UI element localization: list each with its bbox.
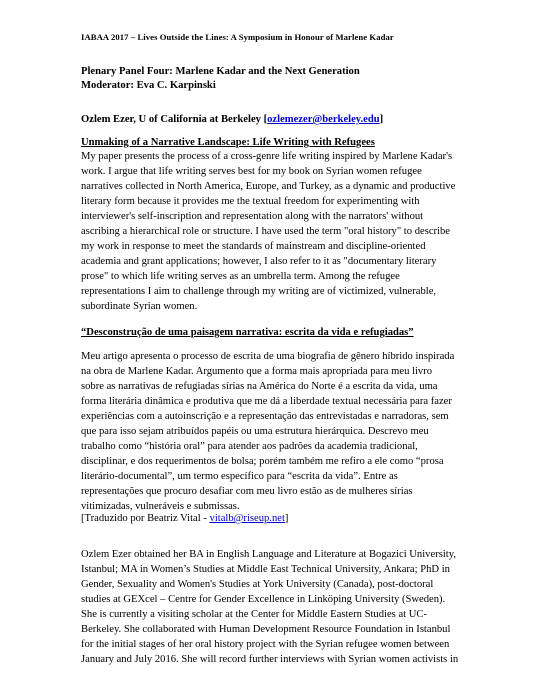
running-header: IABAA 2017 – Lives Outside the Lines: A Symposium in Honour of Marlene Kadar bbox=[81, 32, 394, 42]
abstract-pt-line: trabalho como “história oral” para atender aos padrões da academia tradicional, bbox=[81, 441, 418, 452]
abstract-pt-line: experiências com a autoinscrição e a representação das entrevistadas e narradoras, sem bbox=[81, 411, 449, 422]
translator-email-link[interactable]: vitalb@riseup.net bbox=[209, 513, 285, 524]
speaker-line bbox=[81, 113, 383, 126]
abstract-pt-line: que para isso sejam atribuídos papéis ou uma estrutura hierárquica. Descrevo meu bbox=[81, 426, 429, 437]
panel-title: Plenary Panel Four: Marlene Kadar and the Next Generation bbox=[81, 66, 360, 77]
abstract-pt-title: “Desconstrução de uma paisagem narrativa: escrita da vida e refugiadas” bbox=[81, 327, 414, 338]
translation-credit-text: [Traduzido por Beatriz Vital - bbox=[81, 513, 210, 524]
abstract-pt-line: na obra de Marlene Kadar. Argumento que a forma mais apropriada para meu livro bbox=[81, 366, 433, 377]
translation-credit-close: ] bbox=[284, 513, 289, 524]
abstract-en-line: subordinate Syrian women. bbox=[81, 301, 198, 312]
abstract-en-line: work. I argue that life writing serves best for my book on Syrian women refugee bbox=[81, 166, 422, 177]
abstract-pt-line: literário-documental”, um termo específico para “escrita da vida”. Entre as bbox=[81, 471, 398, 482]
bio-line: January and July 2016. She will record further interviews with Syrian women activists in bbox=[81, 654, 459, 665]
abstract-en-line: interviewer's self-inscription and representation along with the narrators' without bbox=[81, 211, 424, 222]
abstract-pt-line: forma literária dinâmica e produtiva que me dá a liberdade textual necessária para fazer bbox=[81, 396, 452, 407]
abstract-pt-line: Meu artigo apresenta o processo de escrita de uma biografia de gênero híbrido inspirada bbox=[81, 351, 455, 362]
bio-line: Istanbul; MA in Women’s Studies at Middle East Technical University, Ankara; PhD in bbox=[81, 564, 450, 575]
abstract-en-line: academia and grant applications; however, I also refer to it as "documentary literary bbox=[81, 256, 437, 267]
abstract-en-line: My paper presents the process of a cross-genre life writing inspired by Marlene Kadar's bbox=[81, 151, 453, 162]
abstract-en-line: my work in response to meet the standards of mainstream and discipline-oriented bbox=[81, 241, 426, 252]
bio-line: Gender, Sexuality and Women's Studies at York University (Canada), post-doctoral bbox=[81, 579, 434, 590]
speaker-email-link[interactable]: ozlemezer@berkeley.edu bbox=[267, 114, 380, 125]
abstract-en-line: literary form because it provides me the textual freedom for experimenting with bbox=[81, 196, 420, 207]
bio-line: Berkeley. She collaborated with Human Development Resource Foundation in Istanbul bbox=[81, 624, 451, 635]
abstract-pt-line: sobre as narrativas de refugiadas sírias na América do Norte é a escrita da vida, uma bbox=[81, 381, 438, 392]
abstract-en-line: narratives collected in North America, Europe, and Turkey, as a dynamic and productive bbox=[81, 181, 456, 192]
abstract-pt-line: disciplinar, e dos requerimentos de bolsa; porém também me refiro a ele como “prosa bbox=[81, 456, 444, 467]
abstract-en-line: ascribing a hierarchical role or structure. I have used the term "oral history" to describe bbox=[81, 226, 450, 237]
translation-credit bbox=[81, 512, 288, 525]
speaker-bracket-close: ] bbox=[379, 114, 384, 125]
abstract-pt-line: representações que procuro desafiar com meu livro estão as de mulheres sírias bbox=[81, 486, 413, 497]
abstract-pt-line: vitimizadas, vulneráveis e submissas. bbox=[81, 501, 240, 512]
abstract-en-line: representations I aim to challenge through my writing are of victimized, vulnerable, bbox=[81, 286, 437, 297]
speaker-name: Ozlem Ezer, U of California at Berkeley [ bbox=[81, 114, 268, 125]
abstract-en-line: prose" to which life writing serves as an umbrella term. Among the refugee bbox=[81, 271, 400, 282]
bio-line: Ozlem Ezer obtained her BA in English Language and Literature at Bogazici University, bbox=[81, 549, 456, 560]
abstract-en-title: Unmaking of a Narrative Landscape: Life Writing with Refugees bbox=[81, 137, 375, 148]
bio-line: for the initial stages of her oral history project with the Syrian refugee women between bbox=[81, 639, 450, 650]
panel-moderator: Moderator: Eva C. Karpinski bbox=[81, 80, 216, 91]
bio-line: studies at GEXcel – Centre for Gender Excellence in Linköping University (Sweden). bbox=[81, 594, 446, 605]
bio-line: She is currently a visiting scholar at the Center for Middle Eastern Studies at UC- bbox=[81, 609, 427, 620]
